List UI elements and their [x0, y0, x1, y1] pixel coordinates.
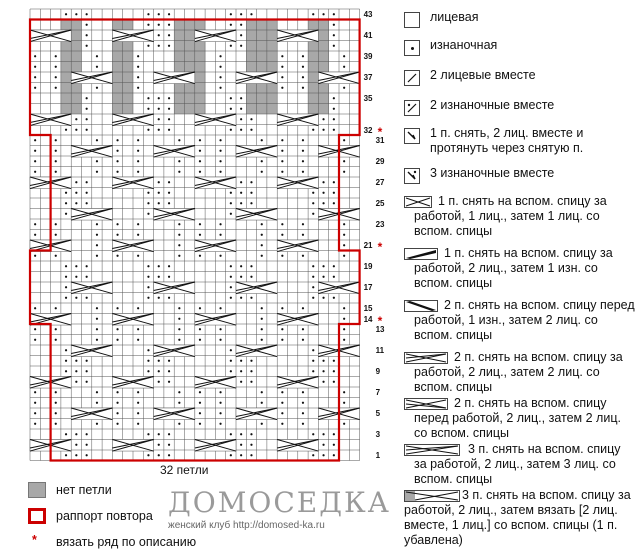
star-icon: *: [32, 533, 37, 547]
row-number: 32: [363, 125, 373, 135]
row-star-icon: *: [377, 124, 383, 139]
row-number: 35: [363, 94, 373, 103]
row-number: 5: [375, 409, 381, 418]
no-stitch-swatch-icon: [28, 482, 46, 498]
k2tog-symbol-icon: [404, 70, 420, 86]
row-number: 23: [375, 220, 385, 229]
row-number: 17: [363, 283, 373, 292]
row-number: 43: [363, 10, 373, 19]
row-number: 1: [375, 451, 381, 460]
row-number: 7: [375, 388, 381, 397]
watermark: ДОМОСЕДКА: [168, 486, 391, 519]
row-number: 41: [363, 31, 373, 40]
row-number: 37: [363, 73, 373, 82]
row-star-icon: *: [377, 240, 383, 254]
p3tog-symbol-icon: [404, 168, 420, 184]
no-stitch-block: [246, 20, 277, 115]
row-number: 13: [375, 325, 385, 334]
row-number: 15: [363, 304, 373, 313]
site-url: женский клуб http://domosed-ka.ru: [168, 520, 325, 531]
row-number: 14: [363, 314, 373, 324]
row-number: 25: [375, 199, 385, 208]
row-number: 31: [375, 136, 385, 145]
row-number: 21: [363, 241, 373, 250]
row-number: 29: [375, 157, 385, 166]
repeat-frame-icon: [28, 508, 46, 524]
knit-symbol-icon: [404, 12, 420, 28]
row-number: 3: [375, 430, 381, 439]
row-number: 9: [375, 367, 381, 376]
row-number: 11: [375, 346, 385, 355]
sk2p-symbol-icon: [404, 128, 420, 144]
row-star-icon: *: [377, 313, 383, 328]
row-number: 27: [375, 178, 385, 187]
row-number: 39: [363, 52, 373, 61]
row-number: 19: [363, 262, 373, 271]
purl-symbol-icon: [404, 40, 420, 56]
stitch-count: 32 петли: [160, 463, 209, 477]
p2tog-symbol-icon: [404, 100, 420, 116]
